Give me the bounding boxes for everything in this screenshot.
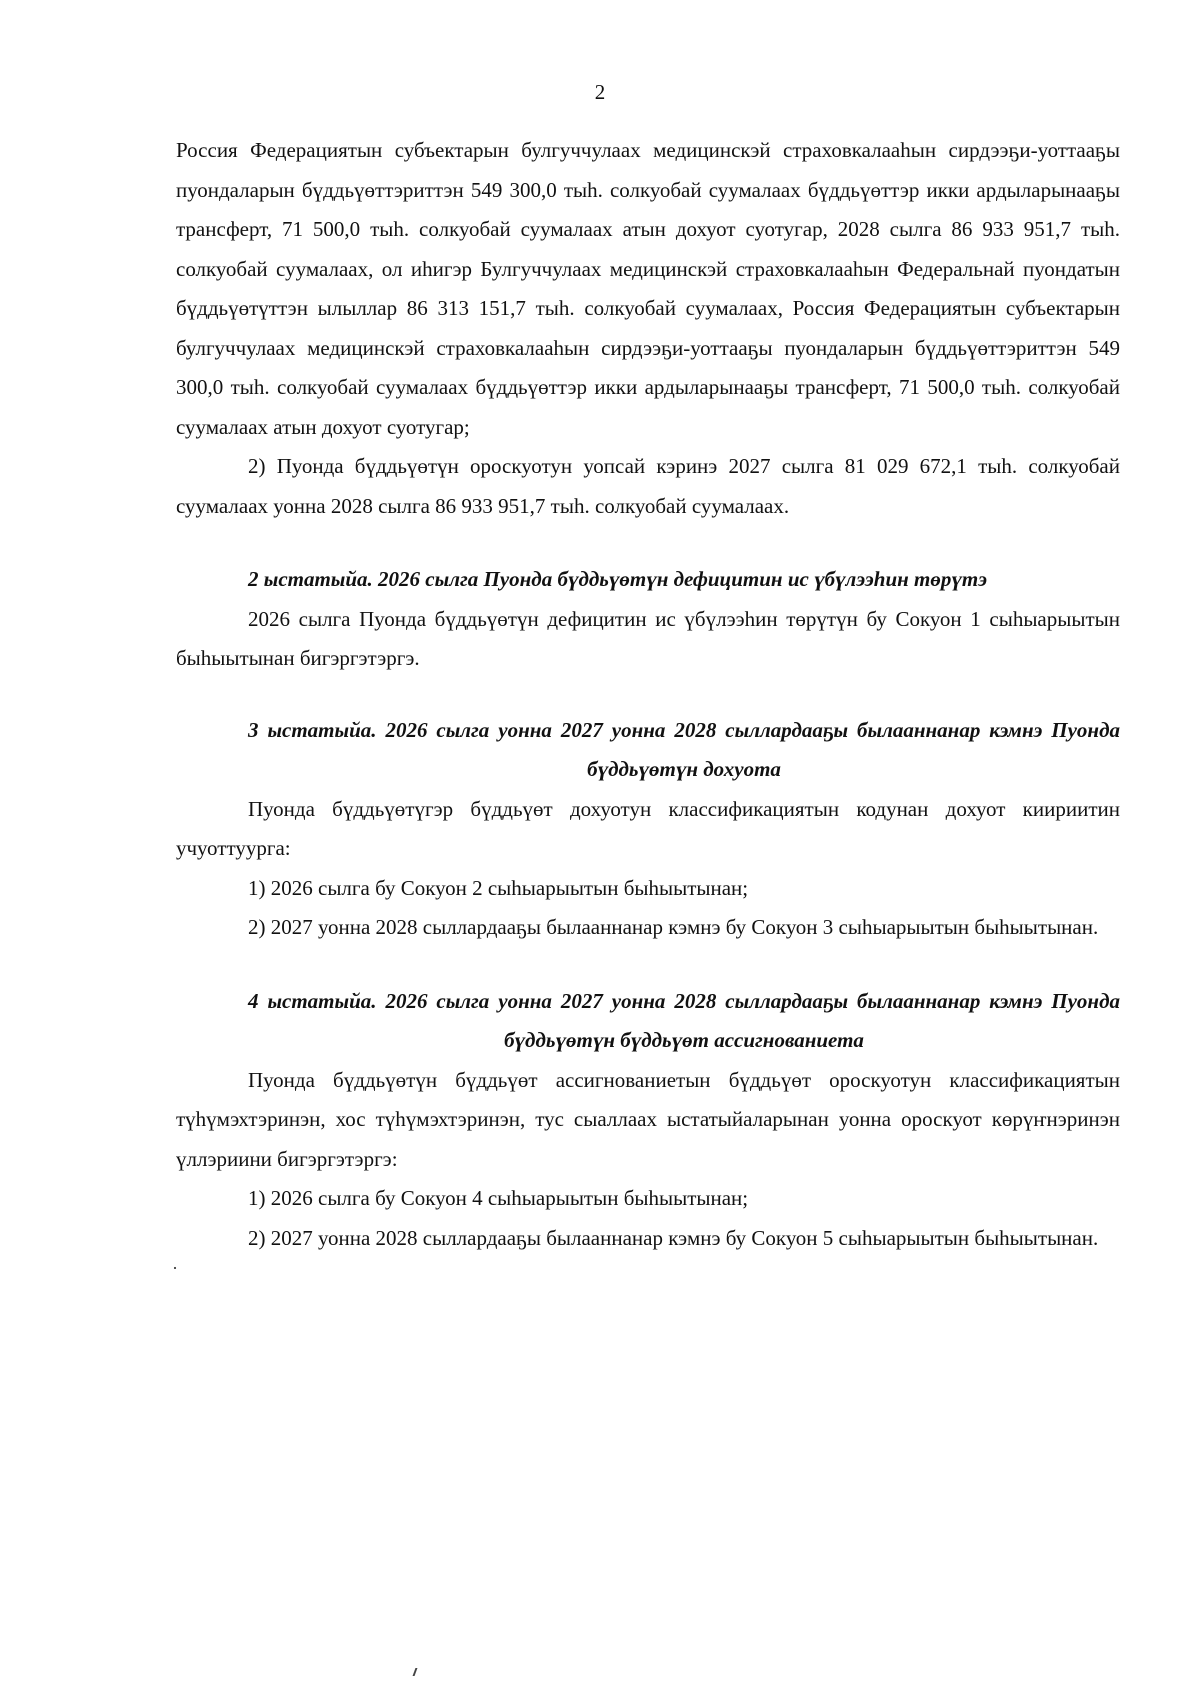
article-3-heading: 3 ыстатыйа. 2026 сылга уонна 2027 уонна 2028 сыллардааҕы былааннанар кэмнэ Пуонда бүддьүөтүн дохуота (248, 717, 1120, 781)
article-3-intro: Пуонда бүддьүөтүгэр бүддьүөт дохуотун классификациятын кодунан дохуот киириитин учуоттуурга: (176, 796, 1120, 860)
article-2-body: 2026 сылга Пуонда бүддьүөтүн дефицитин ис үбүлээһин төрүтүн бу Сокуон 1 сыһыарыытын быһыытынан бигэргэтэргэ. (176, 606, 1120, 670)
scan-speck: · (172, 1258, 178, 1278)
page-number: 2 (594, 80, 606, 104)
article-3-item-2: 2) 2027 уонна 2028 сыллардааҕы былааннанар кэмнэ бу Сокуон 3 сыһыарыытын быһыытынан. (248, 915, 1099, 939)
scan-speck (413, 1668, 418, 1676)
article-3-item-1: 1) 2026 сылга бу Сокуон 2 сыһыарыытын быһыытынан; (248, 875, 749, 900)
article-4-item-1: 1) 2026 сылга бу Сокуон 4 сыһыарыытын быһыытынан; (248, 1186, 749, 1210)
article-4-item-2: 2) 2027 уонна 2028 сыллардааҕы былааннанар кэмнэ бу Сокуон 5 сыһыарыытын быһыытынан. (248, 1225, 1099, 1250)
article-2-heading: 2 ыстатыйа. 2026 сылга Пуонда бүддьүөтүн дефицитин ис үбүлээһин төрүтэ (248, 567, 987, 591)
paragraph-continuation: Россия Федерациятын субъектарын булгуччулаах медицинскэй страховкалааһын сирдээҕи-уоттааҕы пуондаларын бүддьүөттэриттэн 549 300,0 тыһ. солкуобай суумалаах бүддьүөттэр икки ардыларынааҕы трансферт, 71 500,0 тыһ. солкуобай суумалаах атын дохуот суотугар, 2028 сылга 86 933 951,7 тыһ. солкуобай суумалаах, ол иһигэр Булгуччулаах медицинскэй страховкалааһын Федеральнай пуондатын бүддьүөтүттэн ылыллар 86 313 151,7 тыһ. солкуобай суумалаах, Россия Федерациятын субъектарын булгуччулаах медицинскэй страховкалааһын сирдээҕи-уоттааҕы пуондаларын бүддьүөттэриттэн 549 300,0 тыһ. солкуобай суумалаах бүддьүөттэр икки ардыларынааҕы трансферт, 71 500,0 тыһ. солкуобай суумалаах атын дохуот суотугар; (176, 138, 1120, 439)
article-4-heading: 4 ыстатыйа. 2026 сылга уонна 2027 уонна 2028 сыллардааҕы былааннанар кэмнэ Пуонда бүддьүөтүн бүддьүөт ассигнованиета (248, 988, 1120, 1052)
document-body (176, 131, 1120, 1258)
paragraph-expenditure-total: 2) Пуонда бүддьүөтүн ороскуотун уопсай кэринэ 2027 сылга 81 029 672,1 тыһ. солкуобай суумалаах уонна 2028 сылга 86 933 951,7 тыһ. солкуобай суумалаах. (176, 454, 1120, 518)
article-4-intro: Пуонда бүддьүөтүн бүддьүөт ассигнованиетын бүддьүөт ороскуотун классификациятын түһүмэхтэринэн, хос түһүмэхтэринэн, тус сыаллаах ыстатыйаларынан уонна ороскуот көрүҥнэринэн үллэриини бигэргэтэргэ: (176, 1067, 1120, 1171)
